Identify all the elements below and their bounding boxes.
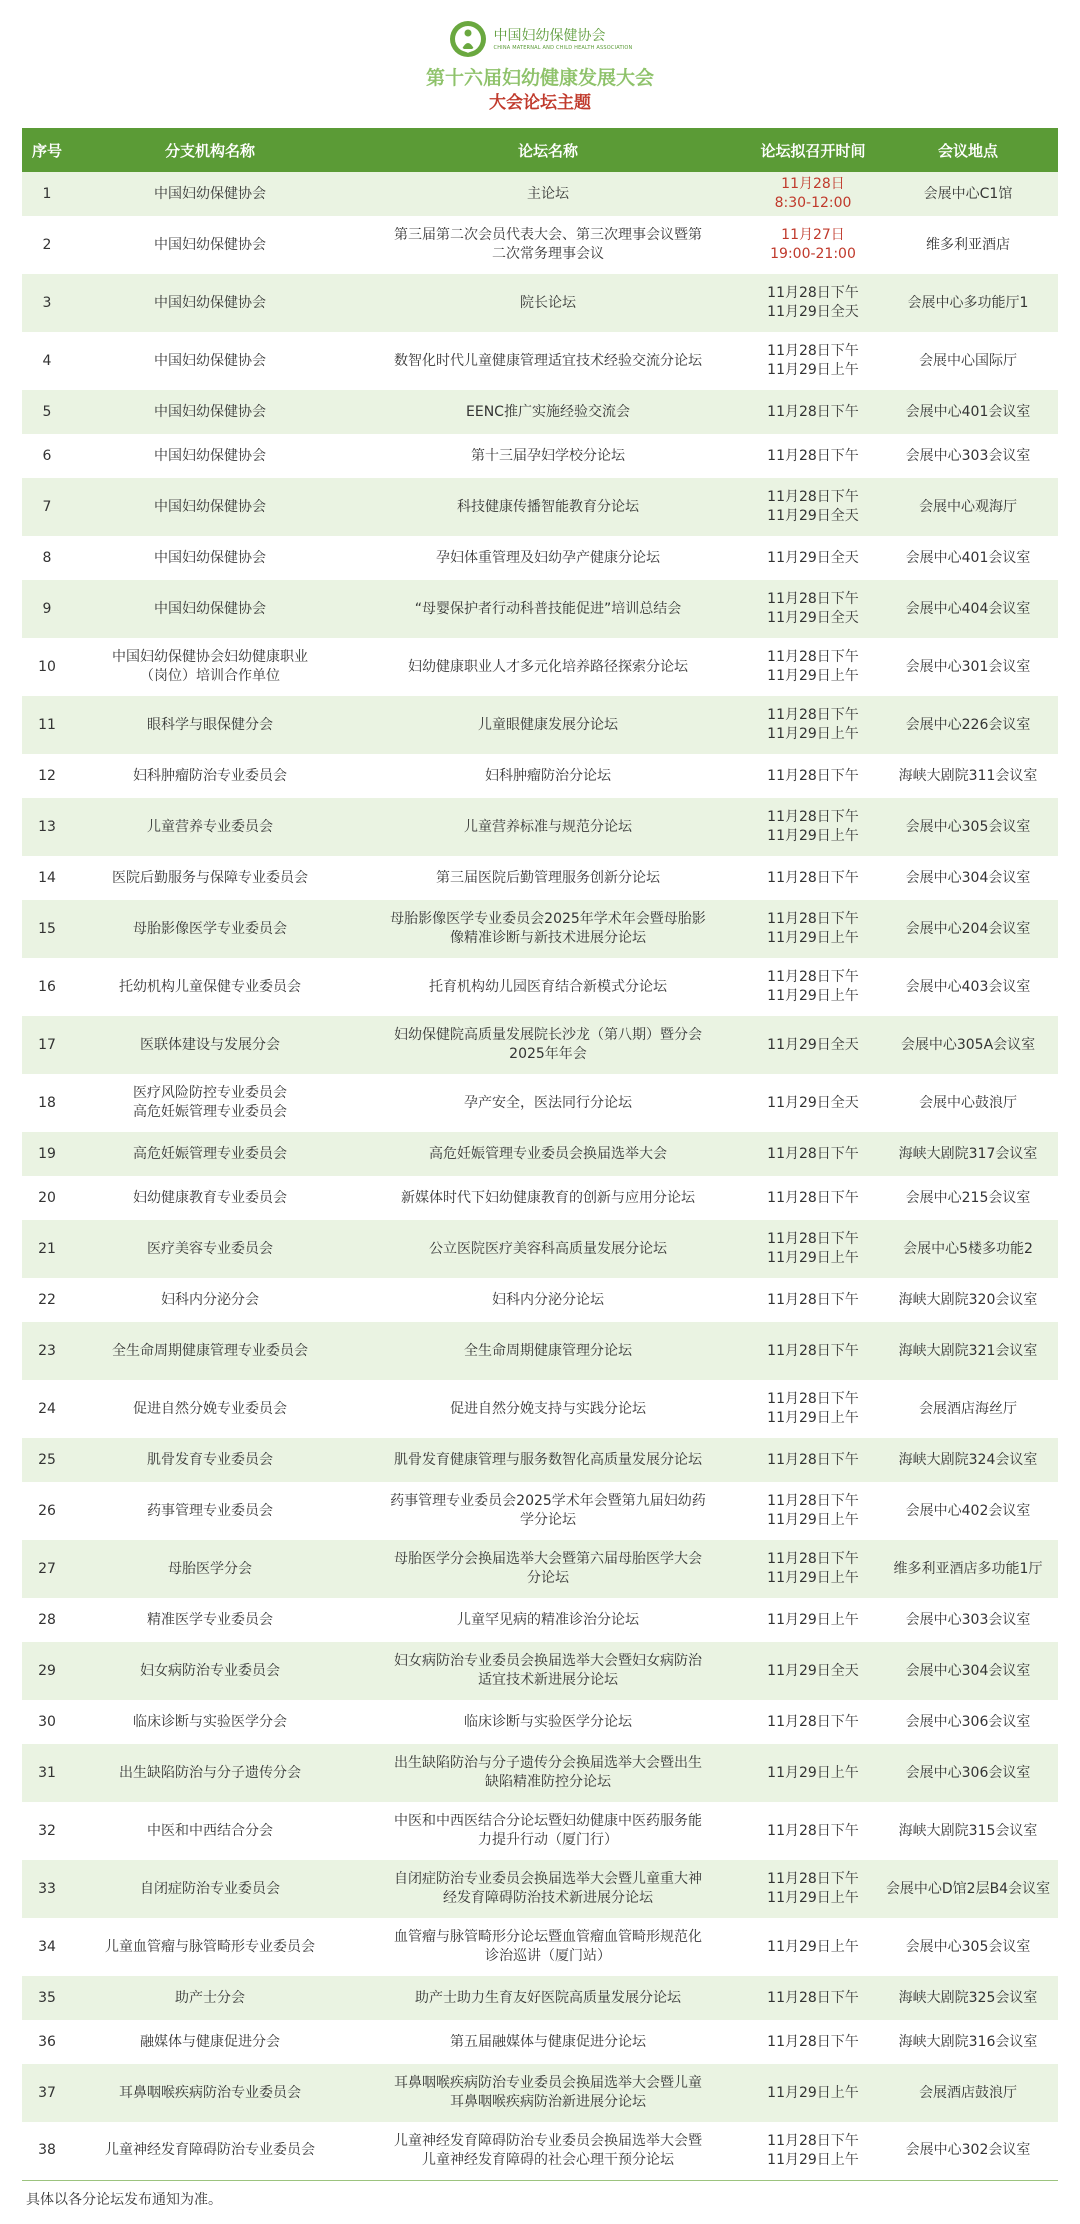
cell-org: 医院后勤服务与保障专业委员会 — [112, 869, 308, 886]
cell-no: 26 — [38, 1502, 56, 1519]
table-row — [22, 1016, 1058, 1074]
cell-time: 11月28日下午 11月29日上午 — [767, 649, 859, 684]
cell-forum: 全生命周期健康管理分论坛 — [464, 1342, 632, 1359]
cell-org: 母胎医学分会 — [168, 1560, 252, 1577]
cell-org: 中国妇幼保健协会 — [154, 352, 266, 369]
cell-time: 11月28日下午 11月29日上午 — [767, 1231, 859, 1266]
cell-no: 4 — [42, 352, 52, 369]
cell-forum: 第五届融媒体与健康促进分论坛 — [450, 2033, 646, 2050]
cell-venue: 会展中心204会议室 — [905, 920, 1031, 937]
cell-time: 11月28日下午 11月29日上午 — [767, 343, 859, 378]
cell-no: 37 — [38, 2084, 56, 2101]
cell-venue: 会展中心306会议室 — [905, 1764, 1031, 1781]
cell-time: 11月28日下午 — [767, 1145, 859, 1162]
cell-org: 融媒体与健康促进分会 — [140, 2033, 280, 2050]
cell-time: 11月28日下午 11月29日上午 — [767, 1551, 859, 1586]
page-header — [0, 0, 1080, 128]
cell-time: 11月28日下午 — [767, 2033, 859, 2050]
org-name-en: CHINA MATERNAL AND CHILD HEALTH ASSOCIATION — [493, 44, 633, 51]
cell-forum: 儿童营养标准与规范分论坛 — [464, 818, 632, 835]
cell-org: 托幼机构儿童保健专业委员会 — [119, 978, 301, 995]
cell-org: 医联体建设与发展分会 — [140, 1036, 280, 1053]
cell-venue: 海峡大剧院321会议室 — [898, 1342, 1038, 1359]
forum-table — [22, 128, 1058, 2181]
cell-org: 妇幼健康教育专业委员会 — [133, 1189, 287, 1206]
table-row — [22, 1540, 1058, 1598]
cell-venue: 会展中心D馆2层B4会议室 — [885, 1880, 1051, 1897]
column-header-venue: 会议地点 — [937, 141, 998, 160]
cell-org: 医疗风险防控专业委员会 高危妊娠管理专业委员会 — [133, 1085, 287, 1120]
table-row — [22, 1438, 1058, 1482]
cell-no: 1 — [42, 185, 52, 202]
cell-no: 19 — [38, 1145, 56, 1162]
cell-no: 24 — [38, 1400, 56, 1417]
cell-time: 11月28日下午 11月29日上午 — [767, 1871, 859, 1906]
cell-forum: 儿童神经发育障碍防治专业委员会换届选举大会暨 儿童神经发育障碍的社会心理干预分论坛 — [394, 2132, 702, 2168]
cell-time: 11月28日下午 — [767, 767, 859, 784]
cell-org: 助产士分会 — [175, 1989, 245, 2006]
cell-venue: 会展中心5楼多功能2 — [903, 1240, 1033, 1257]
cell-no: 10 — [38, 658, 56, 675]
cell-no: 15 — [38, 920, 56, 937]
cell-forum: 出生缺陷防治与分子遗传分会换届选举大会暨出生 缺陷精准防控分论坛 — [394, 1755, 702, 1790]
cell-org: 儿童营养专业委员会 — [147, 818, 273, 835]
table-row — [22, 216, 1058, 274]
cell-time: 11月28日下午 — [767, 1291, 859, 1308]
table-row — [22, 332, 1058, 390]
cell-forum: 妇幼保健院高质量发展院长沙龙（第八期）暨分会 2025年年会 — [394, 1027, 702, 1062]
cell-no: 5 — [42, 403, 52, 420]
cell-no: 8 — [42, 549, 52, 566]
table-row — [22, 900, 1058, 958]
cell-no: 7 — [42, 498, 52, 515]
cell-org: 医疗美容专业委员会 — [147, 1240, 273, 1257]
cell-forum: 助产士助力生育友好医院高质量发展分论坛 — [415, 1989, 681, 2006]
cell-no: 22 — [38, 1291, 56, 1308]
cell-no: 13 — [38, 818, 56, 835]
cell-no: 6 — [42, 447, 52, 464]
cell-time: 11月29日全天 — [767, 1662, 859, 1679]
cell-time: 11月29日上午 — [767, 1938, 859, 1955]
cell-org: 促进自然分娩专业委员会 — [133, 1400, 287, 1417]
cell-forum: 母胎医学分会换届选举大会暨第六届母胎医学大会 分论坛 — [394, 1551, 702, 1586]
cell-venue: 会展中心305A会议室 — [900, 1036, 1036, 1053]
cell-venue: 会展中心215会议室 — [905, 1189, 1031, 1206]
cell-no: 30 — [38, 1713, 56, 1730]
cell-forum: EENC推广实施经验交流会 — [466, 403, 630, 420]
cell-forum: 母胎影像医学专业委员会2025年学术年会暨母胎影 像精准诊断与新技术进展分论坛 — [390, 911, 706, 946]
cell-no: 25 — [38, 1451, 56, 1468]
org-name-cn: 中国妇幼保健协会 — [493, 27, 606, 44]
logo — [0, 16, 1080, 62]
table-row — [22, 754, 1058, 798]
cell-venue: 会展中心306会议室 — [905, 1713, 1031, 1730]
logo-text — [494, 27, 633, 52]
table-row — [22, 2064, 1058, 2122]
cell-venue: 会展中心401会议室 — [905, 403, 1031, 420]
column-header-no: 序号 — [31, 141, 62, 160]
cell-no: 29 — [38, 1662, 56, 1679]
cell-org: 妇科内分泌分会 — [161, 1291, 259, 1308]
conference-title: 第十六届妇幼健康发展大会 — [425, 67, 654, 89]
cell-forum: 药事管理专业委员会2025学术年会暨第九届妇幼药 学分论坛 — [390, 1493, 706, 1528]
cell-time: 11月28日下午 11月29日全天 — [767, 489, 859, 524]
cell-time: 11月28日下午 11月29日全天 — [767, 285, 859, 320]
page-subtitle: 大会论坛主题 — [489, 93, 591, 113]
cell-org: 药事管理专业委员会 — [147, 1502, 273, 1519]
cell-no: 33 — [38, 1880, 56, 1897]
cell-time: 11月28日下午 11月29日上午 — [767, 809, 859, 844]
cell-venue: 会展中心303会议室 — [905, 447, 1031, 464]
cell-org: 中国妇幼保健协会 — [154, 236, 266, 253]
cell-venue: 海峡大剧院320会议室 — [898, 1291, 1038, 1308]
cell-org: 中国妇幼保健协会 — [154, 403, 266, 420]
column-header-org: 分支机构名称 — [164, 141, 255, 160]
cell-venue: 海峡大剧院315会议室 — [898, 1822, 1038, 1839]
cell-venue: 会展中心C1馆 — [923, 185, 1013, 202]
cell-venue: 海峡大剧院316会议室 — [898, 2033, 1038, 2050]
cell-time: 11月27日 19:00-21:00 — [770, 227, 856, 262]
cell-org: 母胎影像医学专业委员会 — [133, 920, 287, 937]
cell-forum: 高危妊娠管理专业委员会换届选举大会 — [429, 1145, 667, 1162]
table-row — [22, 798, 1058, 856]
cell-no: 11 — [38, 716, 56, 733]
cell-no: 27 — [38, 1560, 56, 1577]
cell-org: 中国妇幼保健协会 — [154, 294, 266, 311]
cell-org: 自闭症防治专业委员会 — [140, 1880, 280, 1897]
cell-venue: 会展酒店鼓浪厅 — [919, 2084, 1017, 2101]
table-row — [22, 274, 1058, 332]
cell-org: 妇女病防治专业委员会 — [140, 1662, 280, 1679]
cell-time: 11月29日上午 — [767, 1611, 859, 1628]
cell-venue: 会展中心404会议室 — [905, 600, 1031, 617]
cell-time: 11月28日下午 — [767, 403, 859, 420]
table-row — [22, 1482, 1058, 1540]
cell-venue: 会展中心403会议室 — [905, 978, 1031, 995]
cell-time: 11月28日下午 11月29日上午 — [767, 2132, 859, 2168]
cell-forum: 院长论坛 — [520, 294, 576, 311]
cell-time: 11月28日下午 — [767, 1451, 859, 1468]
cell-venue: 海峡大剧院324会议室 — [898, 1451, 1038, 1468]
table-row — [22, 1976, 1058, 2020]
cell-time: 11月28日下午 11月29日全天 — [767, 591, 859, 626]
cell-no: 12 — [38, 767, 56, 784]
cell-org: 中国妇幼保健协会妇幼健康职业 （岗位）培训合作单位 — [112, 649, 308, 684]
cell-time: 11月28日下午 11月29日上午 — [767, 1391, 859, 1426]
cell-no: 28 — [38, 1611, 56, 1628]
table-row — [22, 536, 1058, 580]
table-row — [22, 1176, 1058, 1220]
cell-time: 11月28日下午 — [767, 869, 859, 886]
cell-time: 11月28日下午 11月29日上午 — [767, 911, 859, 946]
table-row — [22, 1132, 1058, 1176]
cell-org: 出生缺陷防治与分子遗传分会 — [119, 1764, 301, 1781]
cell-org: 中医和中西结合分会 — [147, 1822, 273, 1839]
cell-forum: 第十三届孕妇学校分论坛 — [471, 447, 625, 464]
table-row — [22, 434, 1058, 478]
table-row — [22, 638, 1058, 696]
cell-venue: 海峡大剧院325会议室 — [898, 1989, 1038, 2006]
table-header-row — [22, 128, 1058, 172]
cell-org: 高危妊娠管理专业委员会 — [133, 1145, 287, 1162]
cell-time: 11月28日下午 — [767, 1989, 859, 2006]
cell-no: 23 — [38, 1342, 56, 1359]
cell-forum: 肌骨发育健康管理与服务数智化高质量发展分论坛 — [394, 1451, 702, 1468]
cell-no: 14 — [38, 869, 56, 886]
cell-venue: 会展中心226会议室 — [905, 716, 1031, 733]
cell-venue: 会展中心多功能厅1 — [907, 294, 1029, 311]
cell-forum: 孕妇体重管理及妇幼孕产健康分论坛 — [436, 549, 660, 566]
cell-org: 耳鼻咽喉疾病防治专业委员会 — [119, 2084, 301, 2101]
footnote: 具体以各分论坛发布通知为准。 — [26, 2192, 222, 2208]
cell-org: 精准医学专业委员会 — [147, 1611, 273, 1628]
cell-forum: 第三届第二次会员代表大会、第三次理事会议暨第 二次常务理事会议 — [394, 227, 702, 262]
cell-forum: 公立医院医疗美容科高质量发展分论坛 — [429, 1240, 667, 1257]
cell-no: 18 — [38, 1094, 56, 1111]
cell-venue: 会展中心301会议室 — [905, 658, 1031, 675]
cell-venue: 会展中心305会议室 — [905, 818, 1031, 835]
cell-venue: 会展中心304会议室 — [905, 869, 1031, 886]
cell-time: 11月28日下午 11月29日上午 — [767, 969, 859, 1004]
cell-org: 中国妇幼保健协会 — [154, 447, 266, 464]
cell-time: 11月29日全天 — [767, 549, 859, 566]
cell-no: 9 — [42, 600, 52, 617]
column-header-forum: 论坛名称 — [517, 141, 578, 160]
column-header-time: 论坛拟召开时间 — [760, 141, 866, 160]
cell-time: 11月29日上午 — [767, 1764, 859, 1781]
cell-org: 全生命周期健康管理专业委员会 — [112, 1342, 308, 1359]
cell-forum: 促进自然分娩支持与实践分论坛 — [450, 1400, 646, 1417]
table-row — [22, 1074, 1058, 1132]
table-row — [22, 1220, 1058, 1278]
table-row — [22, 958, 1058, 1016]
cell-forum: 妇幼健康职业人才多元化培养路径探索分论坛 — [408, 658, 688, 675]
cell-forum: 新媒体时代下妇幼健康教育的创新与应用分论坛 — [401, 1189, 695, 1206]
cell-org: 眼科学与眼保健分会 — [147, 716, 273, 733]
table-row — [22, 1802, 1058, 1860]
cell-org: 妇科肿瘤防治专业委员会 — [133, 767, 287, 784]
cell-forum: 妇科肿瘤防治分论坛 — [485, 767, 611, 784]
cell-no: 38 — [38, 2142, 56, 2159]
cell-time: 11月28日下午 — [767, 1713, 859, 1730]
cell-forum: 科技健康传播智能教育分论坛 — [457, 498, 639, 515]
cell-venue: 会展中心402会议室 — [905, 1502, 1031, 1519]
cell-forum: 妇女病防治专业委员会换届选举大会暨妇女病防治 适宜技术新进展分论坛 — [394, 1653, 702, 1688]
cell-no: 31 — [38, 1764, 56, 1781]
cell-org: 中国妇幼保健协会 — [154, 549, 266, 566]
cell-venue: 会展中心观海厅 — [919, 498, 1017, 515]
cell-time: 11月28日下午 — [767, 1189, 859, 1206]
cell-venue: 维多利亚酒店 — [926, 236, 1010, 253]
table-body — [22, 172, 1058, 2180]
cell-venue: 会展中心302会议室 — [905, 2142, 1031, 2159]
cell-no: 36 — [38, 2033, 56, 2050]
cell-org: 儿童神经发育障碍防治专业委员会 — [105, 2142, 315, 2159]
table-row — [22, 1322, 1058, 1380]
cell-venue: 会展中心305会议室 — [905, 1938, 1031, 1955]
cell-org: 肌骨发育专业委员会 — [147, 1451, 273, 1468]
table-row — [22, 1860, 1058, 1918]
cell-forum: 妇科内分泌分论坛 — [492, 1291, 604, 1308]
cell-no: 35 — [38, 1989, 56, 2006]
table-row — [22, 1642, 1058, 1700]
cell-forum: 血管瘤与脉管畸形分论坛暨血管瘤血管畸形规范化 诊治巡讲（厦门站） — [394, 1929, 702, 1964]
table-row — [22, 1278, 1058, 1322]
cell-forum: 儿童罕见病的精准诊治分论坛 — [457, 1611, 639, 1628]
table-row — [22, 1598, 1058, 1642]
cell-no: 17 — [38, 1036, 56, 1053]
cell-venue: 会展中心国际厅 — [919, 352, 1017, 369]
cell-forum: 孕产安全，医法同行分论坛 — [464, 1094, 632, 1111]
cell-org: 中国妇幼保健协会 — [154, 185, 266, 202]
cell-time: 11月29日全天 — [767, 1036, 859, 1053]
cell-no: 16 — [38, 978, 56, 995]
cell-venue: 会展中心304会议室 — [905, 1662, 1031, 1679]
cell-org: 中国妇幼保健协会 — [154, 498, 266, 515]
table-row — [22, 2020, 1058, 2064]
cell-time: 11月28日下午 — [767, 1822, 859, 1839]
cell-no: 21 — [38, 1240, 56, 1257]
table-row — [22, 172, 1058, 216]
table-row — [22, 1700, 1058, 1744]
cell-forum: 儿童眼健康发展分论坛 — [478, 716, 618, 733]
table-row — [22, 2122, 1058, 2180]
cell-forum: 主论坛 — [527, 185, 569, 202]
cell-forum: 中医和中西医结合分论坛暨妇幼健康中医药服务能 力提升行动（厦门行） — [394, 1813, 702, 1848]
cell-no: 3 — [42, 294, 52, 311]
cell-venue: 会展酒店海丝厅 — [919, 1400, 1017, 1417]
cell-venue: 维多利亚酒店多功能1厅 — [893, 1560, 1043, 1577]
cell-forum: “母婴保护者行动科普技能促进”培训总结会 — [414, 600, 682, 617]
cell-no: 2 — [42, 236, 52, 253]
cell-forum: 耳鼻咽喉疾病防治专业委员会换届选举大会暨儿童 耳鼻咽喉疾病防治新进展分论坛 — [394, 2075, 702, 2110]
cell-forum: 第三届医院后勤管理服务创新分论坛 — [436, 869, 660, 886]
cell-venue: 海峡大剧院311会议室 — [898, 767, 1038, 784]
cell-org: 中国妇幼保健协会 — [154, 600, 266, 617]
table-row — [22, 856, 1058, 900]
table-row — [22, 478, 1058, 536]
table-row — [22, 390, 1058, 434]
table-row — [22, 1380, 1058, 1438]
table-row — [22, 696, 1058, 754]
table-row — [22, 1918, 1058, 1976]
table-row — [22, 1744, 1058, 1802]
cell-venue: 会展中心303会议室 — [905, 1611, 1031, 1628]
cell-org: 临床诊断与实验医学分会 — [133, 1713, 287, 1730]
cell-venue: 会展中心401会议室 — [905, 549, 1031, 566]
cell-time: 11月28日下午 11月29日上午 — [767, 1493, 859, 1528]
association-emblem-icon — [448, 19, 488, 59]
cell-forum: 临床诊断与实验医学分论坛 — [464, 1713, 632, 1730]
cell-time: 11月28日下午 11月29日上午 — [767, 707, 859, 742]
cell-time: 11月29日全天 — [767, 1094, 859, 1111]
cell-forum: 托育机构幼儿园医育结合新模式分论坛 — [429, 978, 667, 995]
cell-time: 11月29日上午 — [767, 2084, 859, 2101]
cell-no: 32 — [38, 1822, 56, 1839]
cell-time: 11月28日下午 — [767, 1342, 859, 1359]
cell-no: 20 — [38, 1189, 56, 1206]
cell-venue: 海峡大剧院317会议室 — [898, 1145, 1038, 1162]
cell-time: 11月28日下午 — [767, 447, 859, 464]
cell-org: 儿童血管瘤与脉管畸形专业委员会 — [105, 1938, 315, 1955]
cell-venue: 会展中心鼓浪厅 — [919, 1094, 1017, 1111]
cell-forum: 数智化时代儿童健康管理适宜技术经验交流分论坛 — [394, 352, 702, 369]
cell-no: 34 — [38, 1938, 56, 1955]
cell-time: 11月28日 8:30-12:00 — [774, 176, 852, 211]
cell-forum: 自闭症防治专业委员会换届选举大会暨儿童重大神 经发育障碍防治技术新进展分论坛 — [394, 1871, 702, 1906]
table-row — [22, 580, 1058, 638]
